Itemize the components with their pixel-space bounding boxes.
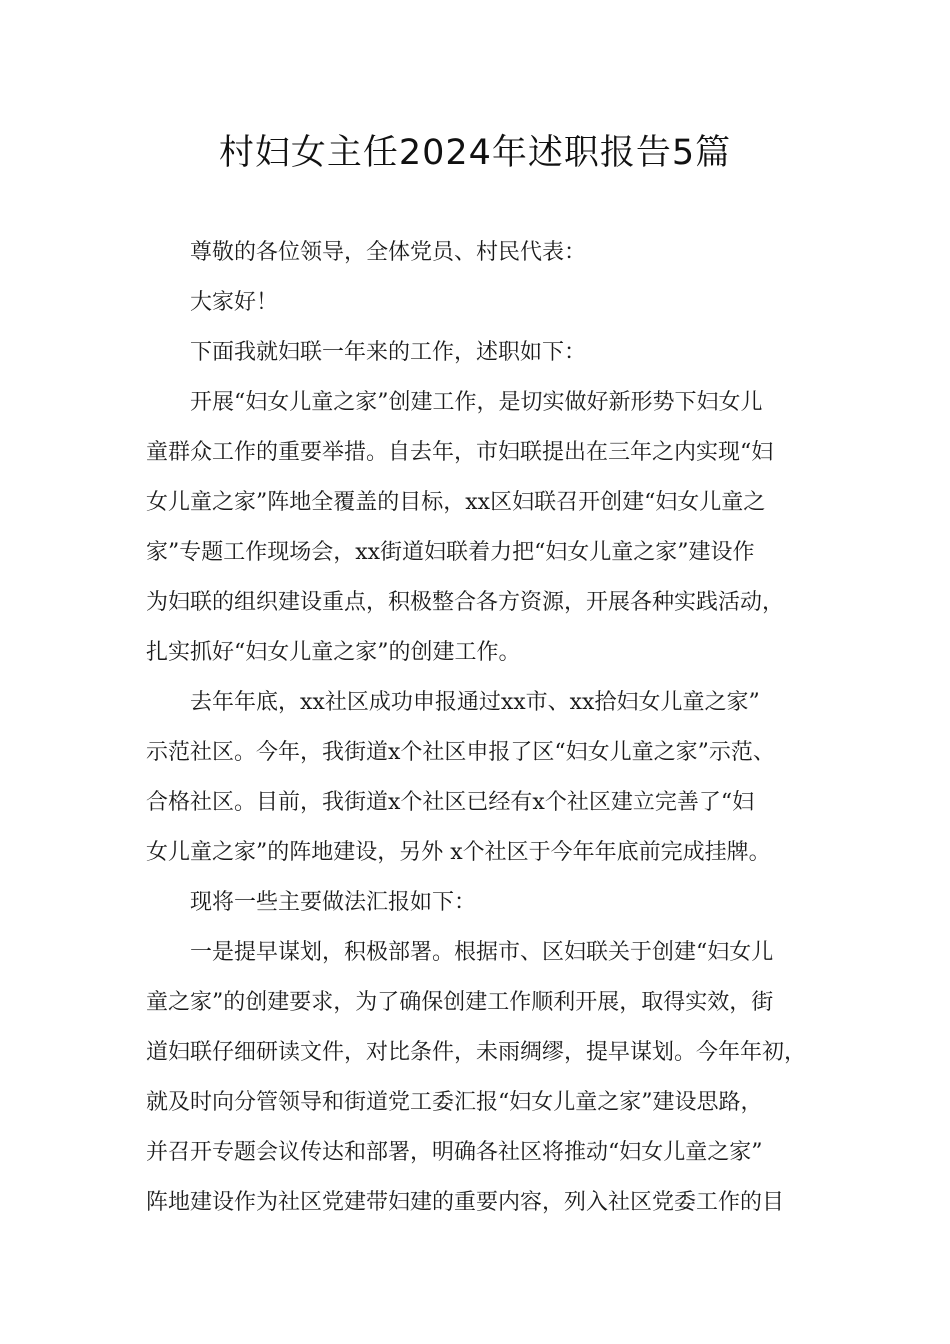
paragraph-line: 童之家”的创建要求，为了确保创建工作顺利开展，取得实效，街 bbox=[146, 990, 774, 1015]
paragraph bbox=[146, 378, 836, 678]
paragraph-line: 扎实抓好“妇女儿童之家”的创建工作。 bbox=[146, 640, 521, 665]
paragraph-line: 下面我就妇联一年来的工作，述职如下： bbox=[190, 340, 587, 365]
paragraph-line: 家”专题工作现场会，xx街道妇联着力把“妇女儿童之家”建设作 bbox=[146, 540, 755, 565]
paragraph-line: 并召开专题会议传达和部署，明确各社区将推动“妇女儿童之家” bbox=[146, 1140, 763, 1165]
paragraph-line: 阵地建设作为社区党建带妇建的重要内容，列入社区党委工作的目 bbox=[146, 1190, 785, 1215]
paragraph bbox=[146, 228, 836, 278]
paragraph bbox=[146, 678, 836, 878]
paragraph bbox=[146, 328, 836, 378]
paragraph-line: 现将一些主要做法汇报如下： bbox=[190, 890, 477, 915]
paragraph-line: 示范社区。今年，我街道x个社区申报了区“妇女儿童之家”示范、 bbox=[146, 740, 775, 765]
paragraph-line: 尊敬的各位领导，全体党员、村民代表： bbox=[190, 240, 587, 265]
paragraph-line: 女儿童之家”阵地全覆盖的目标，xx区妇联召开创建“妇女儿童之 bbox=[146, 490, 766, 515]
paragraph-line: 一是提早谋划，积极部署。根据市、区妇联关于创建“妇女儿 bbox=[190, 940, 774, 965]
paragraph-line: 合格社区。目前，我街道x个社区已经有x个社区建立完善了“妇 bbox=[146, 790, 755, 815]
paragraph bbox=[146, 278, 836, 328]
paragraph-line: 道妇联仔细研读文件，对比条件，未雨绸缪，提早谋划。今年年初， bbox=[146, 1040, 807, 1065]
paragraph bbox=[146, 928, 836, 1228]
paragraph-line: 去年年底，xx社区成功申报通过xx市、xx拾妇女儿童之家” bbox=[190, 690, 760, 715]
paragraph-line: 就及时向分管领导和街道党工委汇报“妇女儿童之家”建设思路， bbox=[146, 1090, 763, 1115]
paragraph-line: 女儿童之家”的阵地建设，另外 x个社区于今年年底前完成挂牌。 bbox=[146, 840, 771, 865]
paragraph-line: 为妇联的组织建设重点，积极整合各方资源，开展各种实践活动， bbox=[146, 590, 785, 615]
paragraph-line: 开展“妇女儿童之家”创建工作，是切实做好新形势下妇女儿 bbox=[190, 390, 763, 415]
paragraph bbox=[146, 878, 836, 928]
paragraph-line: 大家好！ bbox=[190, 290, 279, 315]
document-title: 村妇女主任2024年述职报告5篇 bbox=[218, 133, 732, 173]
paragraph-line: 童群众工作的重要举措。自去年，市妇联提出在三年之内实现“妇 bbox=[146, 440, 774, 465]
document-body bbox=[146, 228, 836, 1228]
